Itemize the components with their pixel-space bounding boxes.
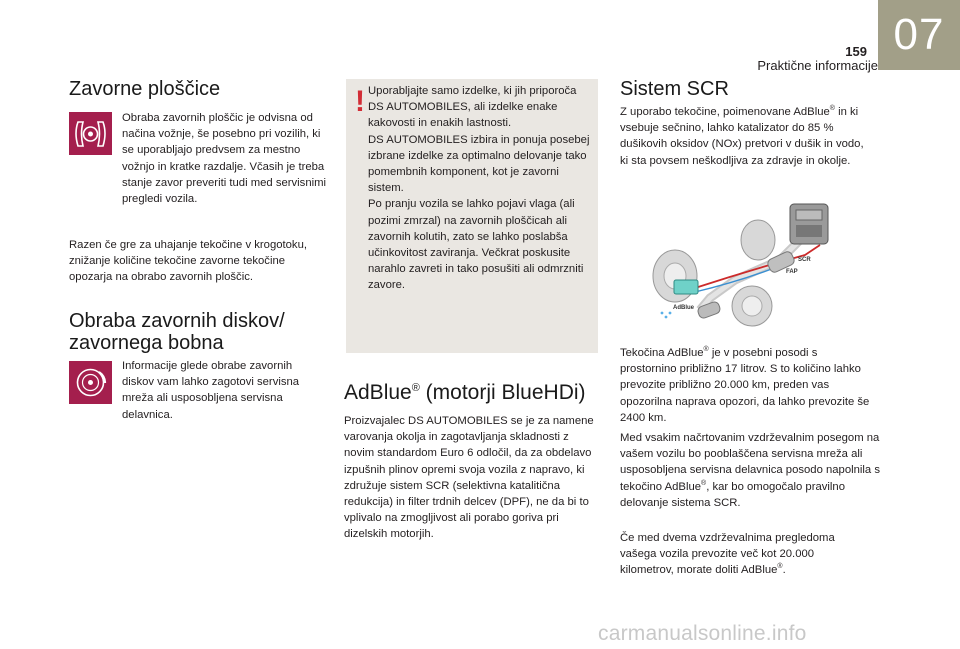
page-number: 159 [845, 44, 867, 59]
scr-p1-text-rest: in ki vsebuje sečnino, lahko katalizator do 85 % dušikovih oksidov (NOx) pretvori v dušik in vodo, ki sta povsem neškodljiva za zdravje in okolje. [620, 106, 864, 167]
watermark: carmanualsonline.info [598, 622, 807, 645]
brake-pads-text: Obraba zavornih ploščic je odvisna od načina vožnje, še posebno pri vozilih, ki se uporabljajo predvsem za mestno vožnjo in kratke razdalje. Včasih je treba stanje zavor preveriti tudi med servisnimi pregledi vozila. [122, 112, 327, 206]
diagram-label-fap: FAP [786, 269, 798, 275]
scr-p3-text-rest: , kar bo omogočalo pravilno delovanje sistema SCR. [620, 480, 845, 509]
scr-p2-sup: ® [703, 346, 709, 354]
brake-discs-heading-line2: zavornega bobna [69, 332, 224, 354]
warning-text: Uporabljajte samo izdelke, ki jih priporoča DS AUTOMOBILES, ali izdelke enake kakovosti in enakih lastnosti. DS AUTOMOBILES izbira in ponuja posebej izbrane izdelke za optimalno delovanje tako pomembnih komponent, kot je zavorni sistem. Po pranju vozila se lahko pojavi vlaga (ali pozimi zmrzal) na zavornih ploščicah ali zavornih kolutih, zato se lahko poslabša učinkovitost zaviranja. Večkrat poskusite narahlo zavreti in tako posušiti ali odmrzniti zavore. [368, 85, 590, 292]
section-title: Praktične informacije [757, 58, 878, 73]
brake-pad-icon [69, 112, 112, 155]
brake-disc-icon [69, 361, 112, 404]
adblue-heading-sup: ® [411, 382, 420, 394]
brake-discs-text: Informacije glede obrabe zavornih diskov vam lahko zagotovi servisna mreža ali usposobljena servisna delavnica. [122, 360, 300, 421]
brake-pads-heading: Zavorne ploščice [69, 78, 221, 100]
brake-discs-heading [69, 310, 285, 354]
warning-box [346, 79, 598, 353]
scr-p4-text-rest: . [782, 564, 786, 577]
scr-paragraph-2 [620, 345, 875, 426]
scr-p4-sup: ® [777, 563, 783, 571]
diagram-label-adblue: AdBlue [673, 305, 694, 311]
brake-discs-heading-line1: Obraba zavornih diskov/ [69, 310, 285, 332]
brake-pads-note: Razen če gre za uhajanje tekočine v krogotoku, znižanje količine tekočine zavorne tekočine opozarja na obrabo zavornih ploščic. [69, 239, 308, 284]
scr-p1-sup: ® [829, 105, 835, 113]
scr-paragraph-1 [620, 104, 870, 169]
scr-p1-text: Z uporabo tekočine, poimenovane AdBlue [620, 106, 830, 118]
adblue-text: Proizvajalec DS AUTOMOBILES se je za namene varovanja okolja in zagotavljanja skladnosti z novim standardom Euro 6 odločil, da za obdelavo izpušnih plinov opremi svoja vozila z napravo, ki združuje sistem SCR (selektivna katalitična redukcija) in filter trdnih delcev (DPF), ne da bi to vplivalo na zmogljivost ali porabo goriva pri dizelskih motorjih. [344, 415, 594, 541]
adblue-heading-suffix: (motorji BlueHDi) [419, 381, 586, 404]
scr-p3-text: Med vsakim načrtovanim vzdrževalnim posegom na vašem vozilu bo pooblaščena servisna mreža ali usposobljena servisna delavnica posodo napolnila s tekočino AdBlue [620, 432, 881, 493]
adblue-heading [344, 381, 586, 405]
exclamation-icon: ! [355, 85, 365, 118]
scr-paragraph-3 [620, 430, 880, 511]
scr-paragraph-4 [620, 530, 860, 579]
scr-heading: Sistem SCR [620, 78, 729, 100]
scr-p4-text: Če med dvema vzdrževalnima pregledoma vašega vozila prevozite več kot 20.000 kilometrov, morate doliti AdBlue [620, 532, 835, 577]
scr-p2-text: Tekočina AdBlue [620, 347, 704, 359]
scr-p2-text-rest: je v posebni posodi s prostornino približno 17 litrov. S to količino lahko prevozite približno 20.000 km, preden vas opozorilna naprava opozori, da lahko prevozite še 2400 km. [620, 347, 870, 424]
diagram-label-scr: SCR [798, 257, 811, 263]
scr-p3-sup: ® [701, 479, 707, 487]
chapter-tab: 07 [878, 0, 960, 70]
scr-system-diagram [640, 200, 845, 328]
adblue-heading-text: AdBlue [344, 381, 412, 404]
